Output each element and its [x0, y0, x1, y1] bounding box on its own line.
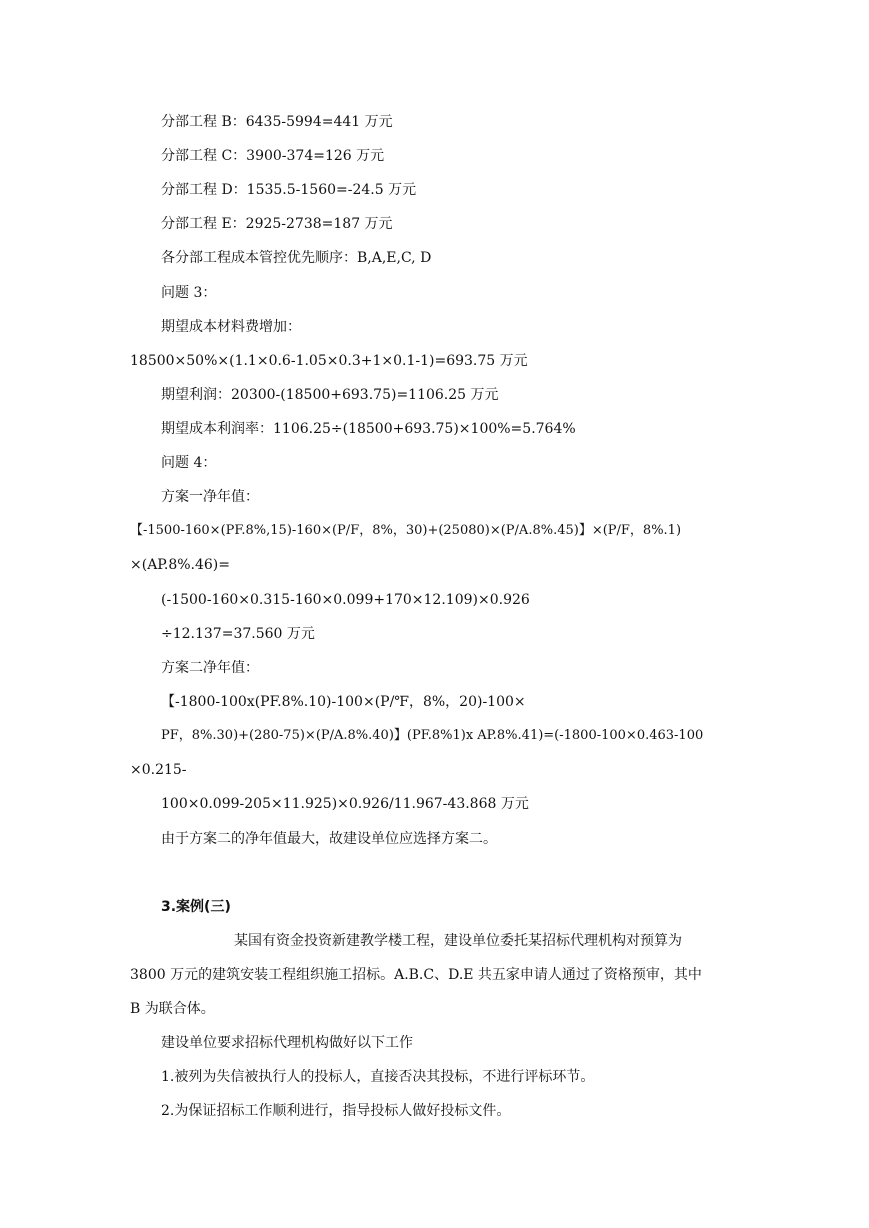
text-line: PF，8%.30)+(280-75)×(P/A.8%.40)】(PF.8%1)x AP.8%.41)=(-1800-100×0.463-100	[161, 728, 704, 743]
paragraph-line: 3800 万元的建筑安装工程组织施工招标。A.B.C、D.E 共五家申请人通过了资格预审，其中	[130, 967, 702, 983]
text-line: 100×0.099-205×11.925)×0.926/11.967-43.868 万元	[161, 796, 529, 812]
list-item: 1.被列为失信被执行人的投标人，直接否决其投标，不进行评标环节。	[161, 1069, 595, 1085]
text-line: 期望成本利润率：1106.25÷(18500+693.75)×100%=5.764%	[161, 421, 576, 437]
text-line: 方案一净年值：	[161, 489, 259, 505]
text-line: 分部工程 E：2925-2738=187 万元	[161, 216, 393, 232]
text-line: ×0.215-	[130, 762, 187, 778]
paragraph-line: 建设单位要求招标代理机构做好以下工作	[161, 1035, 413, 1051]
text-line: 各分部工程成本管控优先顺序：B,A,E,C, D	[161, 250, 432, 266]
text-line: 问题 3：	[161, 285, 217, 301]
text-line: 【-1500-160×(PF.8%,15)-160×(P/F，8%，30)+(25080)×(P/A.8%.45)】×(P/F，8%.1)	[130, 523, 682, 538]
text-line: ÷12.137=37.560 万元	[161, 626, 315, 642]
text-line: 分部工程 C：3900-374=126 万元	[161, 148, 385, 164]
text-line: 分部工程 D：1535.5-1560=-24.5 万元	[161, 182, 417, 198]
paragraph-line: B 为联合体。	[130, 1001, 215, 1017]
text-line: 【-1800-100x(PF.8%.10)-100×(P/℉，8%，20)-100×	[161, 694, 526, 710]
text-line: 分部工程 B：6435-5994=441 万元	[161, 114, 393, 130]
paragraph-line: 某国有资金投资新建教学楼工程，建设单位委托某招标代理机构对预算为	[234, 933, 682, 949]
text-line: 期望成本材料费增加：	[161, 319, 301, 335]
text-line: 18500×50%×(1.1×0.6-1.05×0.3+1×0.1-1)=693.75 万元	[130, 353, 528, 369]
list-item: 2.为保证招标工作顺利进行，指导投标人做好投标文件。	[161, 1103, 511, 1119]
text-line: ×(AP.8%.46)=	[130, 557, 231, 573]
text-line: 问题 4：	[161, 455, 217, 471]
text-line: 方案二净年值：	[161, 660, 259, 676]
text-line: (-1500-160×0.315-160×0.099+170×12.109)×0.926	[161, 592, 530, 608]
text-line: 期望利润：20300-(18500+693.75)=1106.25 万元	[161, 387, 499, 403]
text-line: 由于方案二的净年值最大，故建设单位应选择方案二。	[161, 831, 497, 847]
section-heading: 3.案例(三)	[161, 899, 231, 915]
